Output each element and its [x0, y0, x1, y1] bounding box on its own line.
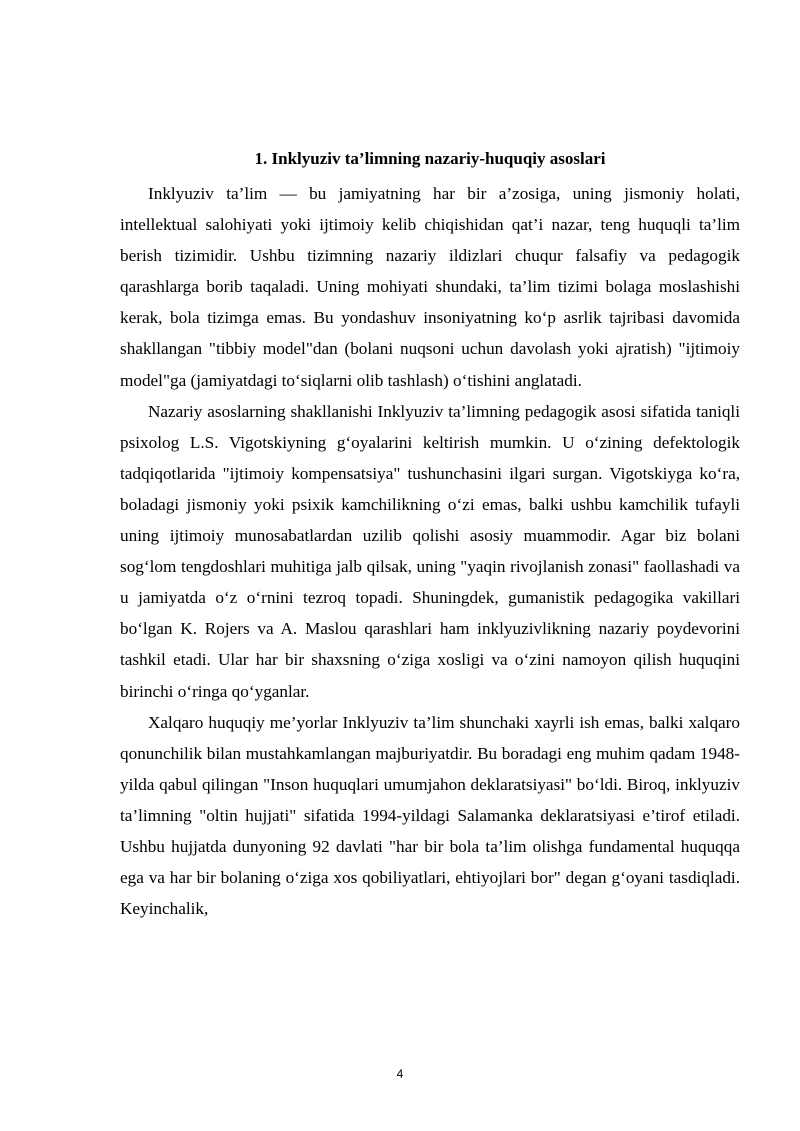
- page-content: [120, 146, 740, 924]
- paragraph-definition: Inklyuziv ta’lim — bu jamiyatning har bir a’zosiga, uning jismoniy holati, intellektual salohiyati yoki ijtimoiy kelib chiqishidan qat’i nazar, teng huquqli ta’lim berish tizimidir. Ushbu tizimning nazariy ildizlari chuqur falsafiy va pedagogik qarashlarga borib taqaladi. Uning mohiyati shundaki, ta’lim tizimi bolaga moslashishi kerak, bola tizimga emas. Bu yondashuv insoniyatning ko‘p asrlik tajribasi davomida shakllangan "tibbiy model"dan (bolani nuqsoni uchun davolash yoki ajratish) "ijtimoiy model"ga (jamiyatdagi to‘siqlarni olib tashlash) o‘tishini anglatadi.: [120, 184, 740, 390]
- page-number: 4: [396, 1067, 404, 1081]
- paragraph-international-norms: Xalqaro huquqiy me’yorlar Inklyuziv ta’lim shunchaki xayrli ish emas, balki xalqaro qonunchilik bilan mustahkamlangan majburiyatdir. Bu boradagi eng muhim qadam 1948-yilda qabul qilingan "Inson huquqlari umumjahon deklaratsiyasi" bo‘ldi. Biroq, inklyuziv ta’limning "oltin hujjati" sifatida 1994-yildagi Salamanka deklaratsiyasi e’tirof etiladi. Ushbu hujjatda dunyoning 92 davlati "har bir bola ta’lim olishga fundamental huquqqa ega va har bir bolaning o‘ziga xos qobiliyatlari, ehtiyojlari bor" degan g‘oyani tasdiqladi. Keyinchalik,: [120, 712, 740, 919]
- section-heading: 1. Inklyuziv ta’limning nazariy-huquqiy asoslari: [254, 149, 606, 168]
- paragraph-theoretical-foundations: Nazariy asoslarning shakllanishi Inklyuziv ta’limning pedagogik asosi sifatida taniqli psixolog L.S. Vigotskiyning g‘oyalarini keltirish mumkin. U o‘zining defektologik tadqiqotlarida "ijtimoiy kompensatsiya" tushunchasini ilgari surgan. Vigotskiyga ko‘ra, boladagi jismoniy yoki psixik kamchilikning o‘zi emas, balki ushbu kamchilik tufayli uning ijtimoiy munosabatlardan uzilib qolishi asosiy muammodir. Agar biz bolani sog‘lom tengdoshlari muhitiga jalb qilsak, uning "yaqin rivojlanish zonasi" faollashadi va u jamiyatda o‘z o‘rnini tezroq topadi. Shuningdek, gumanistik pedagogika vakillari bo‘lgan K. Rojers va A. Maslou qarashlari ham inklyuzivlikning nazariy poydevorini tashkil etadi. Ular har bir shaxsning o‘ziga xosligi va o‘zini namoyon qilish huquqini birinchi o‘ringa qo‘yganlar.: [120, 401, 740, 701]
